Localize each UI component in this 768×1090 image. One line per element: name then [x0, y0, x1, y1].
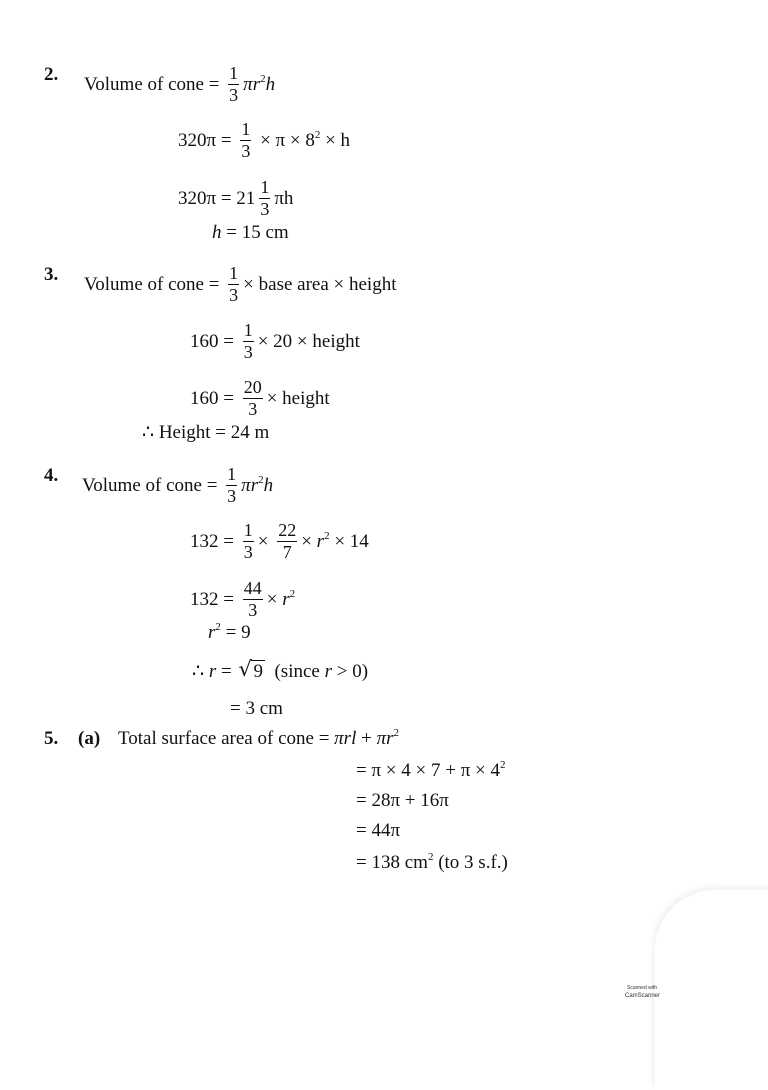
q4-line-5: ∴ r = √ 9 (since r > 0) [192, 661, 368, 683]
q3-line-1: Volume of cone = $\frac{1}{3}$ × base area × height [84, 263, 397, 305]
question-number-4: 4. [44, 465, 59, 486]
fraction: $\frac{44}{3}$ [243, 578, 262, 620]
q4-line-4: $r^2 = 9$ [208, 621, 251, 643]
q5-part-a-label: (a) [78, 728, 101, 749]
fraction: $\frac{1}{3}$ [229, 63, 239, 105]
q2-line-3: 320π = 21 $\frac{1}{3}$ πh [178, 177, 294, 219]
fraction: $\frac{1}{3}$ [229, 263, 239, 305]
scanner-watermark: Scanned with CamScanner [625, 985, 661, 999]
fraction: $\frac{1}{3}$ [227, 464, 237, 506]
q5-line-2: = $\pi \times 4 \times 7 + \pi \times 4^2$ [356, 759, 506, 781]
q5-line-1: Total surface area of cone = $\pi rl + \pi r^2$ [118, 727, 399, 749]
q4-line-2: 132 = $\frac{1}{3}$ × $\frac{22}{7}$ × $r^2 \times 14$ [190, 520, 369, 562]
question-number-2: 2. [44, 64, 59, 85]
question-number-5: 5. [44, 728, 59, 749]
q2-line-1: Volume of cone = $\frac{1}{3}$ $\pi r^2h$ [84, 63, 276, 105]
square-root: √ 9 [238, 661, 265, 683]
q2-line-1-label: Volume of cone = [84, 73, 220, 95]
q2-line-4: h = 15 cm [212, 222, 289, 243]
q5-line-3: = 28π + 16π [356, 790, 449, 811]
page-curl-shadow [655, 890, 768, 1090]
q5-line-5: = 138 $cm^2$ (to 3 s.f.) [356, 851, 508, 873]
fraction: $\frac{1}{3}$ [243, 520, 253, 562]
question-number-3: 3. [44, 264, 59, 285]
q4-line-3: 132 = $\frac{44}{3}$ × $r^2$ [190, 578, 296, 620]
fraction: $\frac{1}{3}$ [243, 320, 253, 362]
fraction: $\frac{1}{3}$ [241, 119, 251, 161]
q3-line-3: 160 = $\frac{20}{3}$ × height [190, 377, 330, 419]
fraction: $\frac{1}{3}$ [260, 177, 270, 219]
q4-line-6: = 3 cm [230, 698, 283, 719]
q3-line-4: ∴ Height = 24 m [142, 422, 270, 443]
fraction: $\frac{22}{7}$ [278, 520, 297, 562]
q2-line-2: 320π = $\frac{1}{3}$ × $\pi \times 8^2 \times h$ [178, 119, 351, 161]
fraction: $\frac{20}{3}$ [243, 377, 262, 419]
q5-line-4: = 44π [356, 820, 401, 841]
q4-line-1: Volume of cone = $\frac{1}{3}$ $\pi r^2h$ [82, 464, 274, 506]
q3-line-2: 160 = $\frac{1}{3}$ × 20 × height [190, 320, 360, 362]
